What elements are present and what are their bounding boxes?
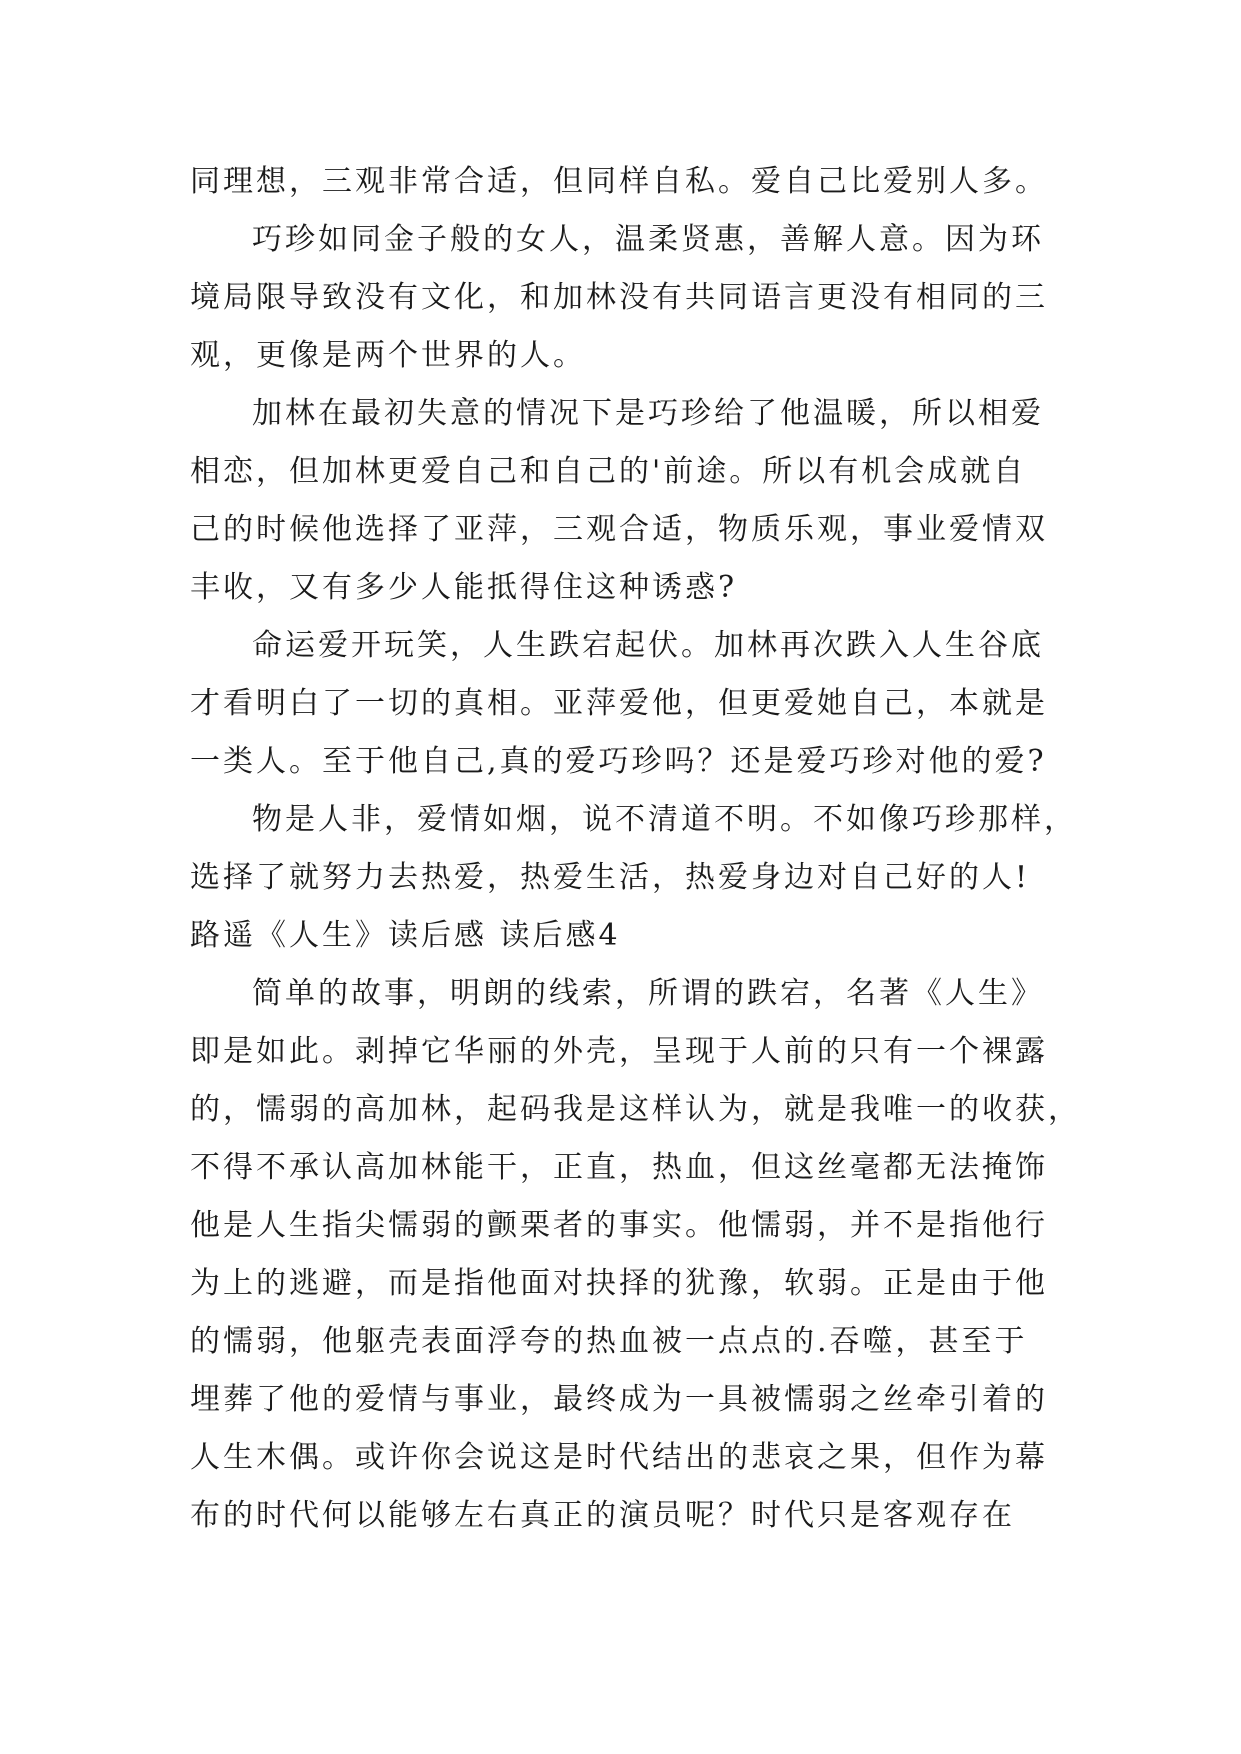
- body-text: [190, 153, 1081, 1545]
- text-line: 同理想，三观非常合适，但同样自私。爱自己比爱别人多。: [190, 164, 1048, 199]
- text-line: 不得不承认高加林能干，正直，热血，但这丝毫都无法掩饰: [190, 1150, 1048, 1185]
- text-line: 的懦弱，他躯壳表面浮夸的热血被一点点的.吞噬，甚至于: [190, 1324, 1028, 1359]
- text-line: 人生木偶。或许你会说这是时代结出的悲哀之果，但作为幕: [190, 1440, 1048, 1475]
- text-line: 己的时候他选择了亚萍，三观合适，物质乐观，事业爱情双: [190, 512, 1048, 547]
- section-heading: 路遥《人生》读后感 读后感4: [190, 918, 621, 953]
- text-line: 即是如此。剥掉它华丽的外壳，呈现于人前的只有一个裸露: [190, 1034, 1048, 1069]
- text-line: 简单的故事，明朗的线索，所谓的跌宕，名著《人生》: [252, 976, 1044, 1011]
- text-line: 布的时代何以能够左右真正的演员呢？时代只是客观存在: [190, 1498, 1015, 1533]
- text-line: 的，懦弱的高加林，起码我是这样认为，就是我唯一的收获，: [190, 1092, 1081, 1127]
- text-line: 丰收，又有多少人能抵得住这种诱惑?: [190, 570, 738, 605]
- text-line: 相恋，但加林更爱自己和自己的'前途。所以有机会成就自: [190, 454, 1027, 489]
- text-line: 物是人非，爱情如烟，说不清道不明。不如像巧珍那样，: [252, 802, 1077, 837]
- text-line: 才看明白了一切的真相。亚萍爱他，但更爱她自己，本就是: [190, 686, 1048, 721]
- text-line: 境局限导致没有文化，和加林没有共同语言更没有相同的三: [190, 280, 1048, 315]
- text-line: 命运爱开玩笑，人生跌宕起伏。加林再次跌入人生谷底: [252, 628, 1044, 663]
- text-line: 埋葬了他的爱情与事业，最终成为一具被懦弱之丝牵引着的: [190, 1382, 1048, 1417]
- text-line: 一类人。至于他自己,真的爱巧珍吗？还是爱巧珍对他的爱?: [190, 744, 1047, 779]
- text-line: 观，更像是两个世界的人。: [190, 338, 586, 373]
- text-line: 选择了就努力去热爱，热爱生活，热爱身边对自己好的人!: [190, 860, 1031, 895]
- text-line: 为上的逃避，而是指他面对抉择的犹豫，软弱。正是由于他: [190, 1266, 1048, 1301]
- text-line: 他是人生指尖懦弱的颤栗者的事实。他懦弱，并不是指他行: [190, 1208, 1048, 1243]
- text-line: 加林在最初失意的情况下是巧珍给了他温暖，所以相爱: [252, 396, 1044, 431]
- text-line: 巧珍如同金子般的女人，温柔贤惠，善解人意。因为环: [252, 222, 1044, 257]
